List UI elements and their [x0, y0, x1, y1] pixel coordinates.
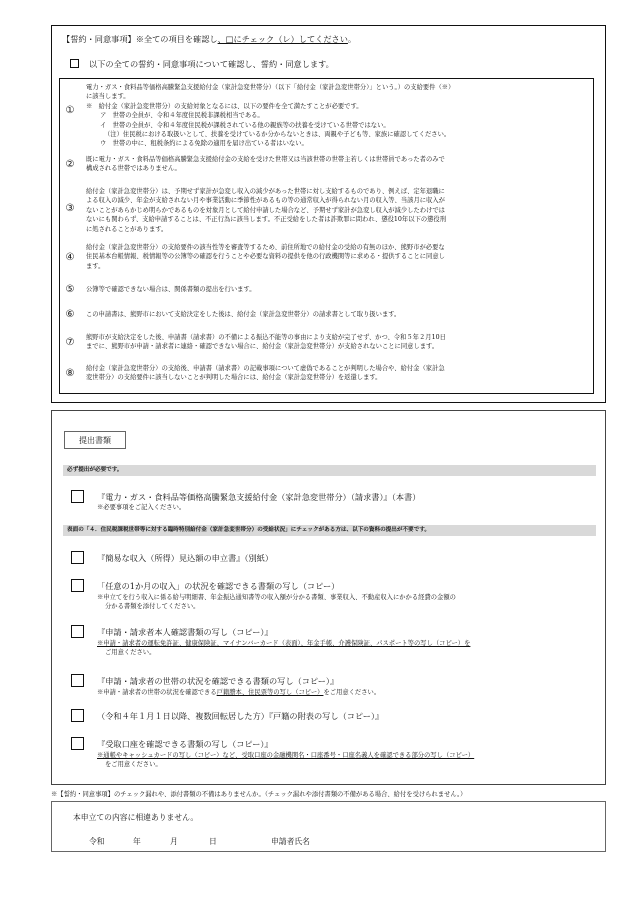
date-era-label: 令和: [89, 837, 105, 846]
doc-checkbox-monthly-income[interactable]: [71, 579, 84, 592]
submission-title: 提出書類: [64, 431, 126, 449]
doc-checkbox-income-statement[interactable]: [71, 551, 84, 564]
doc-checkbox-identity[interactable]: [71, 625, 84, 638]
doc-checkbox-application[interactable]: [71, 490, 84, 503]
band-conditional: 表面の「４．住民税課税世帯等に対する臨時特別給付金（家計急変世帯分）の受給状況」にチェックがある方は、以下の資料の提出が不要です。: [63, 525, 596, 536]
agree-all-label: 以下の全ての誓約・同意事項について確認し、誓約・同意します。: [89, 59, 334, 69]
footnote: ※【誓約・同意事項】のチェック漏れや、添付書類の不備はありませんか。（チェック漏れや添付書類の不備がある場合、給付を受けられません。）: [51, 791, 467, 798]
applicant-name-label: 申請者氏名: [271, 837, 310, 846]
date-day-label: 日: [209, 837, 217, 846]
band-required: 必ず提出が必要です。: [63, 465, 596, 476]
pledge-section: [51, 25, 606, 403]
agree-all-row: [70, 59, 334, 70]
pledge-heading: 【誓約・同意事項】※全ての項目を確認し、□にチェック（レ）してください。: [62, 34, 357, 44]
date-year-label: 年: [133, 837, 141, 846]
pledge-items-box: ① 電力・ガス・食料品等価格高騰緊急支援給付金（家計急変世帯分）（以下「給付金（家計急変世帯分）」という。）の支給要件（※） に該当します。 ※ 給付金（家計急変世帯分）の支給対象となるには、以下の要件を全て満たすことが必要です。 ア 世帯の全員が、令和４年度住民税非課税相当である。 イ 世帯の全員が、令和４年度住民税が課税されている他の親族等の扶養を受けている世帯ではない。 （注）住民税における取扱いとして、扶養を受けているか分からないときは、両親や子ども等、家族に確認してください。 ウ 世帯の中に、租税条約による免除の適用を届け出ている者はいない。 ② 既に電力・ガス・食料品等価格高騰緊急支援給付金の支給を受けた世帯又は当該世帯の世帯主若しくは世帯員であった者のみで 構成される世帯ではありません。 ③ 給付金（家計急変世帯分）は、予期せず家計が急変し収入の減少があった世帯に対し支給するものであり、例えば、定年退職に よる収入の減少、年金が支給されない月や事業活動に季節性があるもの等の通常収入が得られない月の収入等、当該月に収入が ないことがあらかじめ明らかであるものを対象月として給付申請した場合など、予期せず家計が急変し収入が減少したわけでは ないにも関わらず、支給申請することは、不正行為に該当します。不正受給をした者は詐欺罪に問われ、懲役10年以下の懲役刑 に処されることがあります。 ④ 給付金（家計急変世帯分）の支給要件の該当性等を審査等するため、前住所地での給付金の受給の有無のほか、熊野市が必要な 住民基本台帳情報、税情報等の公簿等の確認を行うことや必要な資料の提供を他の行政機関等に求める・提供することに同意し ます。 ⑤ 公簿等で確認できない場合は、関係書類の提出を行います。 ⑥ この申請書は、熊野市において支給決定をした後は、給付金（家計急変世帯分）の請求書として取り扱います。 ⑦ 熊野市が支給決定をした後、申請書（請求書）の不備による振込不能等の事由により支給が完了せず、かつ、令和５年２月10日 までに、熊野市が申請・請求者に連絡・確認できない場合に、給付金（家計急変世帯分）が支給されないことに同意します。 ⑧ 給付金（家計急変世帯分）の支給後、申請書（請求書）の記載事項について虚偽であることが判明した場合や、給付金（家計急 変世帯分）の支給要件に該当しないことが判明した場合には、給付金（家計急変世帯分）を返還します。: [59, 78, 594, 394]
date-month-label: 月: [170, 837, 178, 846]
submission-section: 提出書類 必ず提出が必要です。 『電力・ガス・食料品等価格高騰緊急支援給付金（家計急変世帯分）（請求書）』（本書） ※必要事項をご記入ください。 表面の「４．住民税課税世帯等に対する臨時特別給付金（家計急変世帯分）の受給状況」にチェックがある方は、以下の資料の提出が不要です。 『簡易な収入（所得）見込額の申立書』（別紙） 「任意の1か月の収入」の状況を確認できる書類の写し（コピー） ※申立てを行う収入に係る給与明細書、年金振込通知書等の収入額が分かる書類、事業収入、不動産収入にかかる経費の金額の 分かる書類を添付してください。 『申請・請求者本人確認書類の写し（コピー）』 ※申請・請求者の運転免許証、健康保険証、マイナンバーカード（表面）、年金手帳、介護保険証、パスポート等の写し（コピー）を ご用意ください。 『申請・請求者の世帯の状況を確認できる書類の写し（コピー）』 ※申請・請求者の世帯の状況を確認できる戸籍謄本、住民票等の写し（コピー）をご用意ください。 （令和４年１月１日以降、複数回転居した方）『戸籍の附表の写し（コピー）』 『受取口座を確認できる書類の写し（コピー）』 ※通帳やキャッシュカードの写し（コピー）など、受取口座の金融機関名・口座番号・口座名義人を確認できる部分の写し（コピー） をご用意ください。: [51, 410, 606, 785]
doc-checkbox-household[interactable]: [71, 674, 84, 687]
doc-checkbox-family-register[interactable]: [71, 709, 84, 722]
confirmation-section: [51, 801, 606, 852]
confirmation-statement: 本申立ての内容に相違ありません。: [73, 813, 199, 822]
doc-checkbox-bank-account[interactable]: [71, 737, 84, 750]
agree-all-checkbox[interactable]: [70, 59, 79, 68]
